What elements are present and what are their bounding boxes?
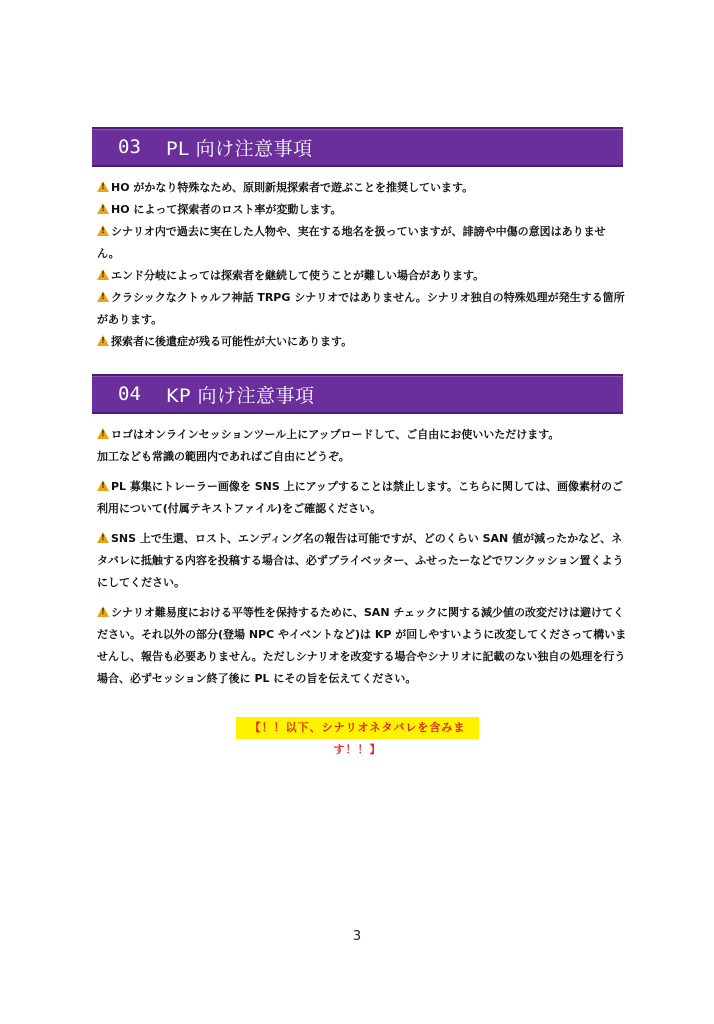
spoiler-notice: 【！！以下、シナリオネタバレを含みます！！】 bbox=[236, 717, 479, 739]
list-item: !シナリオ内で過去に実在した人物や、実在する地名を扱っていますが、誹謗や中傷の意図はありません。 bbox=[97, 221, 627, 265]
section-title: KP 向け注意事項 bbox=[166, 384, 315, 407]
page-number: 3 bbox=[352, 929, 362, 944]
pl-notes-list bbox=[97, 177, 627, 353]
warning-icon bbox=[97, 225, 109, 236]
warning-icon bbox=[97, 606, 109, 617]
list-item: !クラシックなクトゥルフ神話 TRPG シナリオではありません。シナリオ独自の特殊処理が発生する箇所があります。 bbox=[97, 287, 627, 331]
list-item: !PL 募集にトレーラー画像を SNS 上にアップすることは禁止します。こちらに関しては、画像素材のご利用について(付属テキストファイル)をご確認ください。 bbox=[97, 476, 627, 520]
list-item: !ロゴはオンラインセッションツール上にアップロードして、ご自由にお使いいただけます。 加工なども常識の範囲内であればご自由にどうぞ。 bbox=[97, 424, 627, 468]
warning-icon bbox=[97, 291, 109, 302]
warning-icon bbox=[97, 480, 109, 491]
warning-icon bbox=[97, 335, 109, 346]
list-item: !HO によって探索者のロスト率が変動します。 bbox=[97, 199, 627, 221]
warning-icon bbox=[97, 181, 109, 192]
list-item: !探索者に後遺症が残る可能性が大いにあります。 bbox=[97, 331, 627, 353]
section-number: 04 bbox=[118, 383, 141, 405]
warning-icon bbox=[97, 203, 109, 214]
section-header-kp bbox=[92, 374, 623, 414]
list-item: !SNS 上で生還、ロスト、エンディング名の報告は可能ですが、どのくらい SAN 値が減ったかなど、ネタバレに抵触する内容を投稿する場合は、必ずプライベッター、ふせったーなどでワンクッション置くようにしてください。 bbox=[97, 528, 627, 594]
warning-icon bbox=[97, 269, 109, 280]
list-item: !エンド分岐によっては探索者を継続して使うことが難しい場合があります。 bbox=[97, 265, 627, 287]
list-item: !シナリオ難易度における平等性を保持するために、SAN チェックに関する減少値の改変だけは避けてください。それ以外の部分(登場 NPC やイベントなど)は KP が回しやすいように改変してくださって構いませんし、報告も必要ありません。ただしシナリオを改変する場合やシナリオに記載のない独自の処理を行う場合、必ずセッション終了後に PL にその旨を伝えてください。 bbox=[97, 602, 627, 690]
section-title: PL 向け注意事項 bbox=[166, 137, 313, 160]
kp-notes-list bbox=[97, 424, 627, 698]
section-header-pl bbox=[92, 127, 623, 167]
list-item: !HO がかなり特殊なため、原則新規探索者で遊ぶことを推奨しています。 bbox=[97, 177, 627, 199]
section-number: 03 bbox=[118, 136, 141, 158]
warning-icon bbox=[97, 428, 109, 439]
warning-icon bbox=[97, 532, 109, 543]
